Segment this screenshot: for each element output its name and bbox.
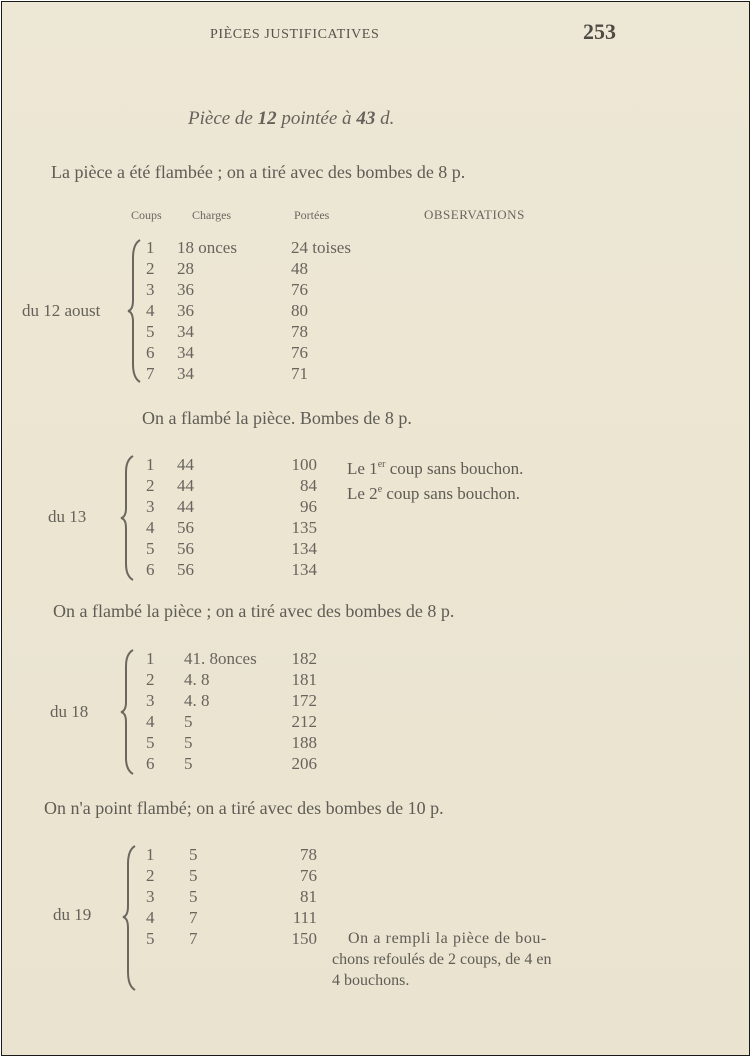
coup-cell: 6 (146, 343, 155, 362)
coup-cell: 2 (146, 670, 155, 689)
brace-icon (120, 648, 136, 776)
coup-cell: 5 (146, 733, 155, 752)
charge-cell: 44 (177, 497, 194, 516)
charge-cell: 34 (177, 364, 194, 383)
coups-column (146, 844, 155, 949)
charge-cell: 56 (177, 518, 194, 537)
portee-cell: 71 (291, 364, 308, 383)
portee-cell: 76 (300, 866, 317, 885)
portees-column (291, 237, 351, 384)
brace-icon (122, 844, 138, 992)
portee-cell: 78 (291, 322, 308, 341)
column-header-portees: Portées (294, 208, 330, 222)
portee-cell: 76 (291, 343, 308, 362)
portee-cell: 135 (291, 518, 317, 537)
charge-cell: 56 (177, 539, 194, 558)
coup-cell: 5 (146, 539, 155, 558)
observation-note: On a rempli la pièce de bou- chons refoulés de 2 coups, de 4 en 4 bouchons. (332, 930, 552, 989)
portee-cell: 80 (291, 301, 308, 320)
portee-cell: 172 (291, 691, 317, 710)
portees-column (272, 844, 317, 949)
coup-cell: 2 (146, 476, 155, 495)
charge-cell: 5 (184, 733, 193, 752)
group-intro: La pièce a été flambée ; on a tiré avec des bombes de 8 p. (51, 162, 466, 182)
portee-cell: 188 (291, 733, 317, 752)
portee-cell: 212 (291, 712, 317, 731)
coup-cell: 6 (146, 754, 155, 773)
portee-cell: 150 (291, 929, 317, 948)
column-header-charges: Charges (192, 208, 232, 222)
coup-cell: 1 (146, 455, 155, 474)
group-intro: On n'a point flambé; on a tiré avec des bombes de 10 p. (44, 798, 444, 818)
charge-cell: 28 (177, 259, 194, 278)
charge-cell: 5 (189, 866, 198, 885)
observation-note: Le 1er coup sans bouchon. (347, 459, 524, 478)
charge-cell: 7 (189, 908, 198, 927)
charge-cell: 44 (177, 455, 194, 474)
charges-column (189, 844, 198, 949)
observations-column (347, 454, 523, 504)
table-row (146, 237, 160, 384)
charge-cell: 5 (189, 887, 198, 906)
coup-cell: 7 (146, 364, 155, 383)
coup-cell: 2 (146, 259, 155, 278)
section-title-middle: pointée à (276, 108, 357, 129)
charges-column (177, 237, 237, 384)
charges-column (177, 454, 194, 580)
coup-cell: 1 (146, 649, 155, 668)
date-label: du 19 (53, 905, 92, 924)
charge-cell: 5 (184, 754, 193, 773)
section-title-number: 12 (257, 108, 277, 129)
charge-cell: 4. 8 (184, 691, 210, 710)
portees-column (272, 648, 317, 774)
coup-cell: 1 (146, 238, 155, 257)
portee-cell: 84 (300, 476, 317, 495)
date-label: du 12 aoust (22, 301, 101, 320)
column-header-coups: Coups (131, 208, 162, 222)
charge-cell: 5 (189, 845, 198, 864)
column-header-observations: OBSERVATIONS (424, 207, 525, 222)
charge-cell: 7 (189, 929, 198, 948)
date-label: du 13 (48, 507, 87, 526)
coup-cell: 4 (146, 518, 155, 537)
charge-cell: 41. 8onces (184, 649, 257, 668)
charge-cell: 36 (177, 301, 194, 320)
section-title (188, 108, 394, 130)
coup-cell: 6 (146, 560, 155, 579)
portee-cell: 96 (300, 497, 317, 516)
portee-cell: 182 (291, 649, 317, 668)
page-number: 253 (583, 19, 616, 44)
date-label: du 18 (50, 702, 89, 721)
coup-cell: 4 (146, 301, 155, 320)
charge-cell: 5 (184, 712, 193, 731)
brace-icon (127, 238, 143, 384)
coup-cell: 1 (146, 845, 155, 864)
portees-column (272, 454, 317, 580)
portee-cell: 206 (291, 754, 317, 773)
charges-column (184, 648, 257, 774)
coup-cell: 5 (146, 322, 155, 341)
charge-cell: 34 (177, 343, 194, 362)
charge-cell: 4. 8 (184, 670, 210, 689)
portee-cell: 181 (291, 670, 317, 689)
portee-cell: 78 (300, 845, 317, 864)
coup-cell: 3 (146, 691, 155, 710)
portee-cell: 24 toises (291, 238, 351, 257)
portee-cell: 81 (300, 887, 317, 906)
charge-cell: 18 onces (177, 238, 237, 257)
coup-cell: 3 (146, 497, 155, 516)
coup-cell: 3 (146, 887, 155, 906)
coup-cell: 4 (146, 908, 155, 927)
charge-cell: 36 (177, 280, 194, 299)
portee-cell: 100 (291, 455, 317, 474)
portee-cell: 134 (291, 539, 317, 558)
section-title-suffix: d. (375, 108, 395, 129)
section-title-prefix: Pièce de (188, 108, 258, 129)
coup-cell: 2 (146, 866, 155, 885)
coup-cell: 5 (146, 929, 155, 948)
charge-cell: 56 (177, 560, 194, 579)
charge-cell: 44 (177, 476, 194, 495)
coup-cell: 3 (146, 280, 155, 299)
section-title-angle: 43 (356, 108, 376, 129)
running-head: PIÈCES JUSTIFICATIVES (210, 27, 380, 42)
brace-icon (120, 454, 136, 582)
coup-cell: 4 (146, 712, 155, 731)
coups-column (146, 454, 155, 580)
coups-column (146, 648, 155, 774)
group-intro: On a flambé la pièce ; on a tiré avec des bombes de 8 p. (53, 601, 455, 621)
portee-cell: 48 (291, 259, 308, 278)
charge-cell: 34 (177, 322, 194, 341)
portee-cell: 111 (292, 908, 317, 927)
portee-cell: 134 (291, 560, 317, 579)
observation-note: Le 2e coup sans bouchon. (347, 484, 521, 503)
portee-cell: 76 (291, 280, 308, 299)
book-page (1, 1, 750, 1056)
group-intro: On a flambé la pièce. Bombes de 8 p. (142, 408, 412, 428)
